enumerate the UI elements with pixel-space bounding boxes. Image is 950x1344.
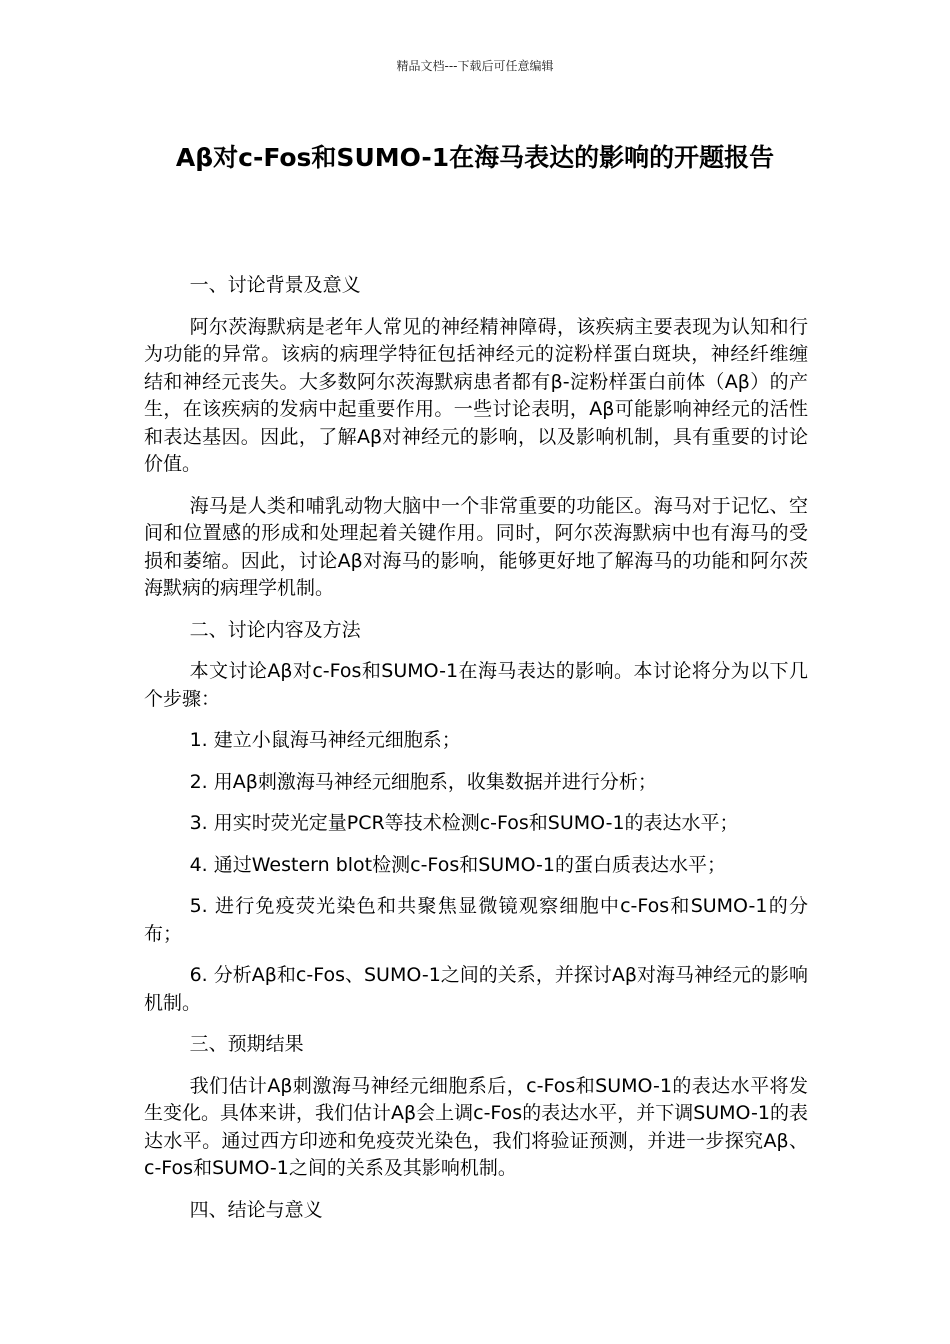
section-heading-background: 一、讨论背景及意义 [189,274,361,296]
page-header-watermark: 精品文档---下载后可任意编辑 [396,59,554,73]
method-step-4: 4. 通过Western blot检测c-Fos和SUMO-1的蛋白质表达水平； [189,853,727,876]
document-title: Aβ对c-Fos和SUMO-1在海马表达的影响的开题报告 [175,143,775,172]
document-body [144,272,808,1238]
section-heading-methods: 二、讨论内容及方法 [189,618,361,641]
method-step-1: 1. 建立小鼠海马神经元细胞系； [189,729,461,751]
section-heading-conclusion: 四、结论与意义 [189,1198,323,1221]
method-step-5: 5. 进行免疫荧光染色和共聚焦显微镜观察细胞中c-Fos和SUMO-1的分布； [144,895,808,945]
paragraph-background-1: 阿尔茨海默病是老年人常见的神经精神障碍，该疾病主要表现为认知和行为功能的异常。该病的病理学特征包括神经元的淀粉样蛋白斑块，神经纤维缠结和神经元丧失。大多数阿尔茨海默病患者都有β-淀粉样蛋白前体（Aβ）的产生，在该疾病的发病中起重要作用。一些讨论表明，Aβ可能影响神经元的活性和表达基因。因此，了解Aβ对神经元的影响，以及影响机制，具有重要的讨论价值。 [144,315,808,475]
method-step-3: 3. 用实时荧光定量PCR等技术检测c-Fos和SUMO-1的表达水平； [189,812,739,834]
method-step-6: 6. 分析Aβ和c-Fos、SUMO-1之间的关系，并探讨Aβ对海马神经元的影响机制。 [144,964,808,1014]
paragraph-methods-intro: 本文讨论Aβ对c-Fos和SUMO-1在海马表达的影响。本讨论将分为以下几个步骤： [144,660,808,710]
section-heading-expected-results: 三、预期结果 [189,1033,304,1055]
paragraph-background-2: 海马是人类和哺乳动物大脑中一个非常重要的功能区。海马对于记忆、空间和位置感的形成和处理起着关键作用。同时，阿尔茨海默病中也有海马的受损和萎缩。因此，讨论Aβ对海马的影响，能够更好地了解海马的功能和阿尔茨海默病的病理学机制。 [144,494,808,599]
paragraph-expected-results: 我们估计Aβ刺激海马神经元细胞系后，c-Fos和SUMO-1的表达水平将发生变化。具体来讲，我们估计Aβ会上调c-Fos的表达水平，并下调SUMO-1的表达水平。通过西方印迹和免疫荧光染色，我们将验证预测，并进一步探究Aβ、c-Fos和SUMO-1之间的关系及其影响机制。 [144,1074,808,1179]
method-step-2: 2. 用Aβ刺激海马神经元细胞系，收集数据并进行分析； [189,770,657,793]
